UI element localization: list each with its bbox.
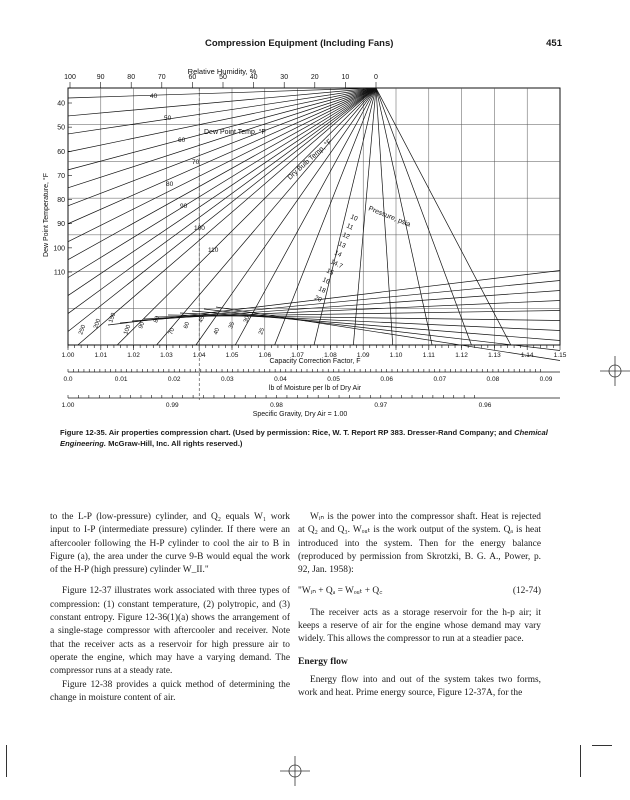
capacity-tick-label: 1.15 xyxy=(553,352,567,359)
humidity-curve xyxy=(196,88,376,345)
dew-point-value: 40 xyxy=(150,93,158,100)
rh-tick-label: 30 xyxy=(280,74,289,81)
pressure-line xyxy=(168,315,560,321)
capacity-tick-label: 1.04 xyxy=(192,352,206,359)
right-column xyxy=(298,511,541,701)
left-paragraph-3: Figure 12-38 provides a quick method of determining the change in moisture content of air. xyxy=(50,679,290,703)
rh-tick-label: 0 xyxy=(374,74,378,81)
rh-tick-label: 80 xyxy=(127,74,136,81)
psia-value: 35 xyxy=(228,321,237,330)
capacity-tick-label: 1.09 xyxy=(356,352,370,359)
dew-point-tick-label: 80 xyxy=(57,197,65,205)
right-paragraph-2: The receiver acts as a storage reservoir for the h-p air; it keeps a reserve of air for the engine whose demand may vary widely. This allows the compressor to run at a steadier pace. xyxy=(298,607,541,645)
caption-journal: Chemical Engineering. xyxy=(60,428,548,448)
capacity-tick-label: 1.05 xyxy=(225,352,239,359)
capacity-tick-label: 1.13 xyxy=(488,352,501,359)
rh-tick-label: 40 xyxy=(249,74,258,81)
registration-mark-right xyxy=(600,356,630,386)
equation-number: (12-74) xyxy=(512,586,541,597)
pressure-line xyxy=(204,309,560,351)
pressure-label: 14.7 xyxy=(329,258,344,271)
dew-point-tick-label: 70 xyxy=(57,172,65,180)
rh-tick-label: 50 xyxy=(219,74,227,81)
dew-point-tick-label: 40 xyxy=(57,100,65,108)
psia-value: 150 xyxy=(108,312,118,324)
humidity-curve xyxy=(68,88,376,260)
dew-point-axis-title: Dew Point Temperature, °F xyxy=(43,173,50,257)
dew-point-value: 70 xyxy=(192,159,200,166)
moisture-tick-label: 0.0 xyxy=(63,376,73,383)
dew-point-value: 80 xyxy=(166,181,174,188)
capacity-tick-label: 1.11 xyxy=(422,352,435,359)
rh-tick-label: 90 xyxy=(96,74,105,81)
equation-text: "Wᵢₙ + Qₐ = Wₒᵤₜ + Q꜀ xyxy=(298,586,383,597)
gravity-tick-label: 0.98 xyxy=(270,402,283,409)
capacity-tick-label: 1.00 xyxy=(61,352,75,359)
crop-mark-bottom-right xyxy=(592,745,612,746)
crop-mark-left xyxy=(6,745,7,777)
dew-point-scale-title: Dew Point Temp, °F xyxy=(204,129,266,136)
section-heading: Energy flow xyxy=(298,655,348,667)
left-paragraph-1: to the L-P (low-pressure) cylinder, and Q₂ equals W₁ work input to I-P (intermediate pressure) cylinder. If there were an aftercooler following the H-P cylinder to cool the air to B in Figure (a), the area under the curve 9-B would equal the work of the H-P (high pressure) cylinder W_II." xyxy=(50,512,290,576)
right-paragraph-3: Energy flow into and out of the system takes two forms, work and heat. Prime energy source, Figure 12-37A, for the xyxy=(298,674,541,699)
moisture-tick-label: 0.09 xyxy=(539,376,553,383)
pressure-line xyxy=(180,313,560,331)
psia-value: 70 xyxy=(168,327,177,336)
left-paragraph-2: Figure 12-37 illustrates work associated with three types of compression: (1) constant temperature, (2) polytropic, and (3) constant entropy. Figure 12-36(1)(a) shows the arrangement of a single-stage compressor with aftercooler and receiver. Note that the receiver acts as a reservoir for high pressure air to operate the engine, which may have a varying demand. The compressor runs at a steady rate. xyxy=(50,586,290,677)
moisture-tick-label: 0.04 xyxy=(274,376,287,383)
caption-label: Figure 12-35. xyxy=(60,428,107,437)
gravity-axis-title: Specific Gravity, Dry Air = 1.00 xyxy=(252,411,348,418)
crop-mark-right xyxy=(580,745,581,777)
capacity-tick-label: 1.02 xyxy=(127,352,140,359)
psia-value: 80 xyxy=(153,315,162,324)
gravity-tick-label: 1.00 xyxy=(61,402,75,409)
psia-value: 200 xyxy=(93,318,103,330)
moisture-tick-label: 0.01 xyxy=(114,376,128,383)
rh-tick-label: 10 xyxy=(341,74,350,81)
moisture-tick-label: 0.05 xyxy=(327,376,340,383)
rh-tick-label: 20 xyxy=(310,74,319,81)
psia-value: 250 xyxy=(78,324,88,336)
dew-point-value: 60 xyxy=(178,137,186,144)
capacity-tick-label: 1.06 xyxy=(258,352,272,359)
pressure-line xyxy=(192,311,560,341)
gravity-tick-label: 0.96 xyxy=(478,402,492,409)
registration-mark-bottom xyxy=(280,756,310,786)
page-number: 451 xyxy=(546,38,562,49)
equation-12-74 xyxy=(298,585,541,598)
gravity-tick-label: 0.97 xyxy=(374,402,388,409)
psia-value: 30 xyxy=(243,315,252,324)
capacity-tick-label: 1.08 xyxy=(324,352,337,359)
psia-value: 25 xyxy=(258,327,267,336)
left-column xyxy=(50,511,290,705)
pressure-label: 11 xyxy=(345,222,355,232)
moisture-tick-label: 0.03 xyxy=(221,376,234,383)
rh-tick-label: 70 xyxy=(157,74,166,81)
moisture-tick-label: 0.08 xyxy=(486,376,500,383)
moisture-axis-title: lb of Moisture per lb of Dry Air xyxy=(268,385,362,392)
pressure-label: 14 xyxy=(333,249,343,259)
dew-point-value: 50 xyxy=(164,115,172,122)
capacity-tick-label: 1.07 xyxy=(291,352,304,359)
running-head-title: Compression Equipment (Including Fans) xyxy=(205,38,394,49)
pressure-label: 16 xyxy=(321,276,331,286)
moisture-tick-label: 0.07 xyxy=(433,376,447,383)
moisture-tick-label: 0.02 xyxy=(167,376,181,383)
capacity-tick-label: 1.12 xyxy=(455,352,468,359)
pressure-label: 15 xyxy=(325,267,335,277)
gravity-tick-label: 0.99 xyxy=(165,402,179,409)
humidity-curve xyxy=(68,88,376,278)
caption-tail: McGraw-Hill, Inc. All rights reserved.) xyxy=(108,439,243,448)
humidity-curve xyxy=(68,88,376,206)
pressure-label: 13 xyxy=(337,240,347,250)
psia-value: 100 xyxy=(123,324,133,336)
caption-text: Air properties compression chart. (Used by permission: Rice, W. T. Report RP 383. Dresser-Rand Company; and xyxy=(108,428,512,437)
right-paragraph-1: Wᵢₙ is the power into the compressor shaft. Heat is rejected at Q₂ and Q₃. Wₒᵤₜ is the work output of the system. Qₐ is heat introduced into the system. Then for the energy balance (reproduced by permission from Skrotzki, B. G. A., Power, p. 92, Jan. 1958): xyxy=(298,512,541,576)
dew-point-tick-label: 100 xyxy=(53,245,65,253)
pressure-label: 10 xyxy=(349,213,359,223)
pressure-scale-title: Pressure, psia xyxy=(367,205,412,229)
dew-point-value: 110 xyxy=(208,247,219,254)
humidity-curve xyxy=(68,88,376,224)
humidity-curve xyxy=(68,88,376,116)
psia-value: 60 xyxy=(183,321,192,330)
psia-value: 40 xyxy=(213,327,222,336)
psia-value: 45 xyxy=(198,315,207,324)
dew-point-tick-label: 110 xyxy=(53,269,65,277)
capacity-tick-label: 1.10 xyxy=(389,352,403,359)
dry-bulb-scale-title: Dry Bulb Temp, °F xyxy=(286,138,334,182)
humidity-curve xyxy=(68,88,376,98)
capacity-axis-title: Capacity Correction Factor, F xyxy=(269,358,361,365)
dew-point-value: 100 xyxy=(194,225,205,232)
rh-axis-title: Relative Humidity, % xyxy=(187,67,257,76)
rh-tick-label: 60 xyxy=(188,74,197,81)
dew-point-tick-label: 90 xyxy=(57,221,65,229)
moisture-tick-label: 0.06 xyxy=(380,376,393,383)
pressure-label: 20 xyxy=(313,294,323,304)
capacity-tick-label: 1.03 xyxy=(160,352,173,359)
capacity-tick-label: 1.14 xyxy=(520,352,534,359)
pressure-label: 12 xyxy=(341,231,351,241)
dew-point-tick-label: 50 xyxy=(57,124,65,132)
figure-caption xyxy=(60,427,560,449)
capacity-tick-label: 1.01 xyxy=(94,352,108,359)
dew-point-value: 90 xyxy=(180,203,188,210)
dew-point-tick-label: 60 xyxy=(57,148,65,156)
rh-tick-label: 100 xyxy=(64,74,76,81)
pressure-label: 18 xyxy=(317,285,327,295)
psia-value: 90 xyxy=(138,321,147,330)
